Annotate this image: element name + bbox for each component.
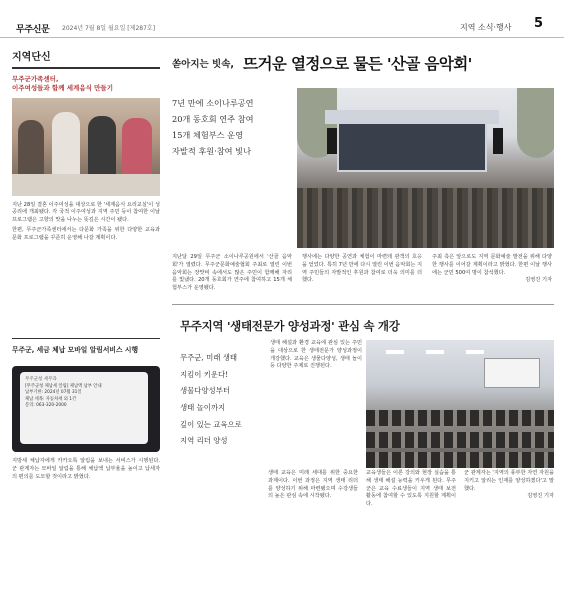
deck-line: 20개 동호회 연주 참여 [172,113,254,124]
concert-photo [297,88,554,248]
seminar-photo [366,340,554,468]
brief-body: 지방세 체납자에게 카카오톡 알림을 보내는 서비스가 시행된다. 군 관계자는 모바일 알림을 통해 체납액 납부율을 높이고 납세자의 편의를 도모할 것이라고 밝혔다. [12,458,160,480]
headline-kicker: 쏟아지는 빗속, [172,59,234,70]
article-column [432,254,552,285]
brief-headline [12,75,160,93]
article2-column: 생태 해설과 환경 교육에 관심 있는 주민을 대상으로 한 생태전문가 양성과정이 개강했다. 교육은 생물다양성, 생태 놀이 등 다양한 주제로 진행된다. [270,340,362,370]
article-column: 생태 교육은 미래 세대를 위한 중요한 과제이다. 이번 과정은 지역 생태 리더를 양성하기 위해 마련됐으며 수강생들의 높은 관심 속에 시작됐다. [268,470,358,500]
deck-line: 지킴이 키운다! [180,369,229,379]
brief-paragraph: 지난 28일 결혼 이주여성을 대상으로 한 '세계음식 요리교실'이 성공리에 개최됐다. 각 국적 이주여성과 지역 주민 등이 참여한 이날 프로그램은 고향의 맛을 나누는 뜻깊은 시간이 됐다. [12,201,160,224]
message-sender: 무주군청 세무과 [25,377,57,382]
brief-headline-line: 무주군가족센터, [12,75,59,83]
deck-line: 지역 리더 양성 [180,436,228,446]
issue-date: 2024년 7월 8일 월요일 [제287호] [62,25,156,32]
article-paragraph: 군 관계자는 '지역의 풍부한 자연 자원을 지키고 알리는 인재를 양성하겠다'고 말했다. [464,470,554,492]
left-column [12,48,160,245]
newspaper-logo: 무주신문 [16,25,50,35]
section-tag: 지역단신 [12,48,160,69]
article-deck [172,96,292,160]
message-bubble [20,372,148,444]
article-column [464,470,554,501]
message-line: 납부기한: 2024년 07월 31일 [25,390,82,396]
section-divider [172,304,554,305]
deck-line: 15개 체험부스 운영 [172,129,243,140]
message-line: 문의: 063-320-2000 [25,403,67,409]
deck-line: 자발적 후원·참여 빛나 [172,145,251,156]
article-headline [172,52,554,78]
article-column: 교육생들은 이론 강의와 현장 실습을 통해 생태 해설 능력을 키우게 된다. 무주군은 교육 수료생들이 지역 생태 보전 활동에 참여할 수 있도록 지원할 계획이다. [366,470,456,508]
deck-line: 7년 만에 소이나루공연 [172,98,254,108]
brief-headline-line: 이주여성들과 함께 세계음식 만들기 [12,83,113,92]
deck-line: 생물다양성부터 [180,386,230,396]
brief-paragraph: 한편, 무주군가족센터에서는 다문화 가족을 위한 다양한 교육과 문화 프로그램을 꾸준히 운영해 나갈 계획이다. [12,226,160,241]
article2-deck [180,350,266,450]
page-number: 5 [534,16,544,31]
brief-headline: 무주군, 세금 체납 모바일 알림서비스 시행 [12,338,160,354]
byline: 김영진 기자 [525,277,552,284]
article-column: 지난달 29일 무주군 소이나루공원에서 '산골 음악회'가 열렸다. 무주군문화예술협회 주최로 열린 이번 음악회는 장맛비 속에서도 많은 주민이 함께해 자리를 빛냈다. 20개 동호회가 연주에 참여하고 15개 체험부스가 운영됐다. [172,254,292,292]
deck-line: 생태 놀이까지 [180,402,226,412]
byline: 김영진 기자 [527,493,554,500]
brief-body [12,202,160,243]
message-line: [무주군청 체납세 알림] 체납액 납부 안내 [25,384,102,389]
section-name: 지역 소식·행사 [460,23,512,32]
article2-headline: 무주지역 '생태전문가 양성과정' 관심 속 개강 [180,319,400,333]
article-paragraph: 주최 측은 앞으로도 지역 문화예술 발전을 위해 다양한 행사를 이어갈 계획이라고 밝혔다. 한편 이날 행사에는 군민 500여 명이 참석했다. [432,254,552,276]
deck-line: 깊이 있는 교육으로 [180,419,242,429]
cooking-class-photo [12,98,160,196]
message-line: 체납 세목: 자동차세 외 1건 [25,396,77,402]
page-header [0,0,564,38]
deck-line: 무주군, 미래 생태 [180,353,238,362]
article-column: 행사에는 다양한 공연과 체험이 마련돼 관객의 호응을 얻었다. 특히 7년 만에 다시 열린 이번 음악회는 지역 주민들의 자발적인 후원과 참여로 더욱 의미를 더했다. [302,254,423,284]
left-bottom-brief [12,338,160,481]
mobile-notice-screenshot [12,366,160,452]
headline-main: 뜨거운 열정으로 물든 '산골 음악회' [243,55,472,73]
